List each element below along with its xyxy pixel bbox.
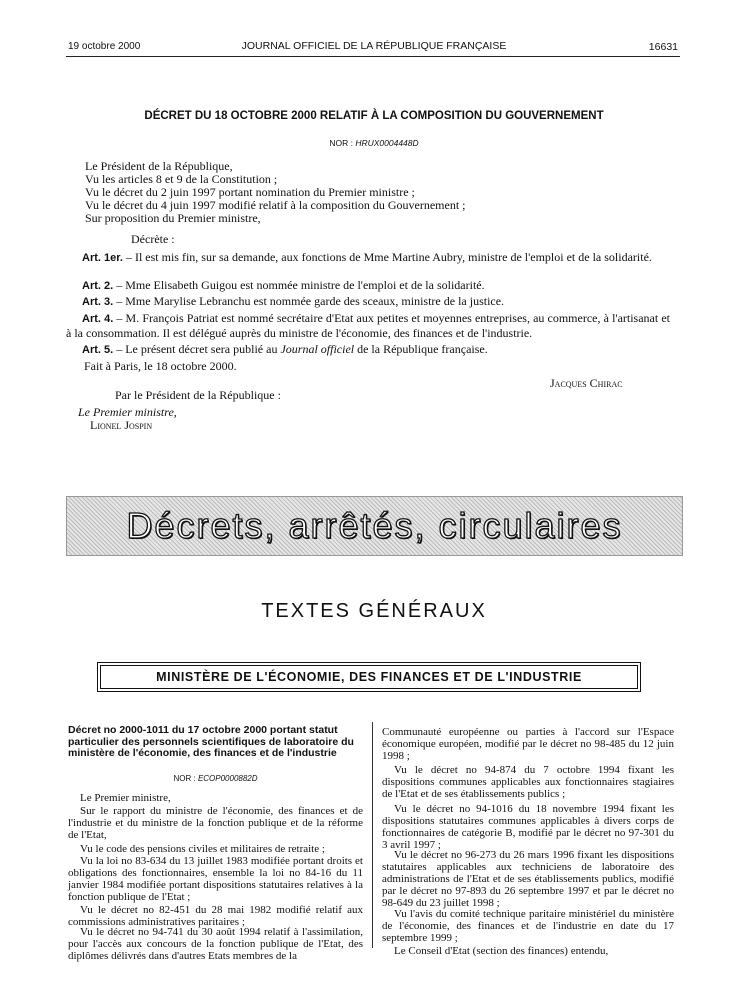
par-le-president: Par le Président de la République : — [115, 388, 281, 402]
signature-president: Jacques Chirac — [550, 376, 623, 390]
nor-label: NOR : — [329, 138, 353, 148]
page-number: 16631 — [648, 41, 678, 53]
article-label: Art. 3. — [82, 296, 114, 308]
article-1 — [66, 250, 670, 265]
header-divider — [66, 56, 680, 57]
paragraph: Vu le décret no 94-741 du 30 août 1994 relatif à l'assimilation, pour l'accès aux concours de la fonction publique de l'Etat, des diplômes délivrés dans d'autres Etats membres de la — [68, 926, 363, 962]
article-text: – M. François Patriat est nommé secrétaire d'Etat aux petites et moyennes entreprises, au commerce, à l'artisanat et à la consommation. Il est délégué auprès du ministre de l'économie, des finances et de l'industrie. — [66, 311, 670, 340]
paragraph: Communauté européenne ou parties à l'accord sur l'Espace économique européen, modifié par le décret no 98-485 du 12 juin 1998 ; — [382, 726, 674, 762]
article-5 — [66, 342, 670, 357]
article-label: Art. 5. — [82, 344, 114, 356]
article-label: Art. 1er. — [82, 252, 123, 264]
decree2-title: Décret no 2000-1011 du 17 octobre 2000 portant statut particulier des personnels scientifiques de laboratoire du ministère de l'économie, des finances et de l'industrie — [68, 724, 354, 759]
article-text: de la République française. — [354, 342, 488, 356]
header-date: 19 octobre 2000 — [68, 41, 141, 52]
article-label: Art. 2. — [82, 280, 114, 292]
column-divider — [372, 722, 373, 948]
paragraph: Sur le rapport du ministre de l'économie, des finances et de l'industrie et du ministre de la fonction publique et de la réforme de l'Etat, — [68, 805, 363, 841]
section-title: TEXTES GÉNÉRAUX — [261, 600, 487, 622]
article-4 — [66, 311, 670, 340]
visa-line: Vu le décret du 4 juin 1997 modifié relatif à la composition du Gouvernement ; — [85, 198, 466, 212]
article-3 — [66, 294, 670, 309]
ministry-title: MINISTÈRE DE L'ÉCONOMIE, DES FINANCES ET DE L'INDUSTRIE — [156, 670, 582, 684]
ministry-box — [100, 665, 638, 689]
article-text: – Mme Elisabeth Guigou est nommée ministre de l'emploi et de la solidarité. — [113, 278, 485, 292]
decree2-nor — [68, 774, 363, 783]
decrete: Décrète : — [131, 232, 175, 246]
paragraph: Vu le décret no 96-273 du 26 mars 1996 fixant les dispositions statutaires applicables aux techniciens de laboratoire des administrations de l'Etat et de ses établissements publics, modifié par le décret no 97-893 du 26 septembre 1997 et par le décret no 98-649 du 23 juillet 1998 ; — [382, 849, 674, 909]
visa-line: Sur proposition du Premier ministre, — [85, 211, 261, 225]
journal-officiel: Journal officiel — [280, 342, 355, 356]
article-2 — [66, 278, 670, 293]
nor-code: HRUX0004448D — [355, 138, 419, 148]
paragraph: Vu le code des pensions civiles et militaires de retraite ; — [80, 843, 325, 855]
paragraph: Vu le décret no 82-451 du 28 mai 1982 modifié relatif aux commissions administratives paritaires ; — [68, 904, 363, 928]
nor-label: NOR : — [173, 774, 196, 783]
article-text: – Mme Marylise Lebranchu est nommée garde des sceaux, ministre de la justice. — [113, 294, 505, 308]
journal-title: JOURNAL OFFICIEL DE LA RÉPUBLIQUE FRANÇAISE — [241, 40, 507, 52]
article-label: Art. 4. — [82, 313, 114, 325]
visa-line: Vu le décret du 2 juin 1997 portant nomination du Premier ministre ; — [85, 185, 415, 199]
visa-line: Vu les articles 8 et 9 de la Constitution ; — [85, 172, 278, 186]
visa-line: Le Président de la République, — [85, 159, 233, 173]
article-text: – Le présent décret sera publié au — [113, 342, 281, 356]
paragraph: Vu le décret no 94-1016 du 18 novembre 1994 fixant les dispositions statutaires communes applicables à divers corps de fonctionnaires de catégorie B, modifié par le décret no 97-301 du 3 avril 1997 ; — [382, 803, 674, 851]
section-banner — [66, 496, 683, 556]
paragraph: Vu l'avis du comité technique paritaire ministériel du ministère de l'économie, des finances et de l'industrie en date du 17 septembre 1999 ; — [382, 908, 674, 944]
paragraph: Vu le décret no 94-874 du 7 octobre 1994 fixant les dispositions communes applicables aux fonctionnaires stagiaires de l'Etat et de ses établissements publics ; — [382, 764, 674, 800]
banner-text: Décrets, arrêtés, circulaires — [126, 505, 623, 546]
fait-a-paris: Fait à Paris, le 18 octobre 2000. — [84, 359, 237, 373]
decree-title: DÉCRET DU 18 OCTOBRE 2000 RELATIF À LA COMPOSITION DU GOUVERNEMENT — [144, 110, 604, 122]
paragraph: Le Conseil d'Etat (section des finances) entendu, — [394, 945, 609, 957]
premier-ministre-name: Lionel Jospin — [90, 418, 153, 432]
paragraph: Vu la loi no 83-634 du 13 juillet 1983 modifiée portant droits et obligations des fonctionnaires, ensemble la loi no 84-16 du 11 janvier 1984 modifiée portant dispositions statutaires relatives à la fonction publique de l'Etat ; — [68, 855, 363, 903]
decree-nor — [0, 138, 748, 148]
paragraph: Le Premier ministre, — [80, 792, 171, 804]
premier-ministre-title: Le Premier ministre, — [78, 405, 177, 419]
article-text: – Il est mis fin, sur sa demande, aux fonctions de Mme Martine Aubry, ministre de l'emploi et de la solidarité. — [122, 250, 652, 264]
nor-code: ECOP0000882D — [197, 774, 258, 783]
